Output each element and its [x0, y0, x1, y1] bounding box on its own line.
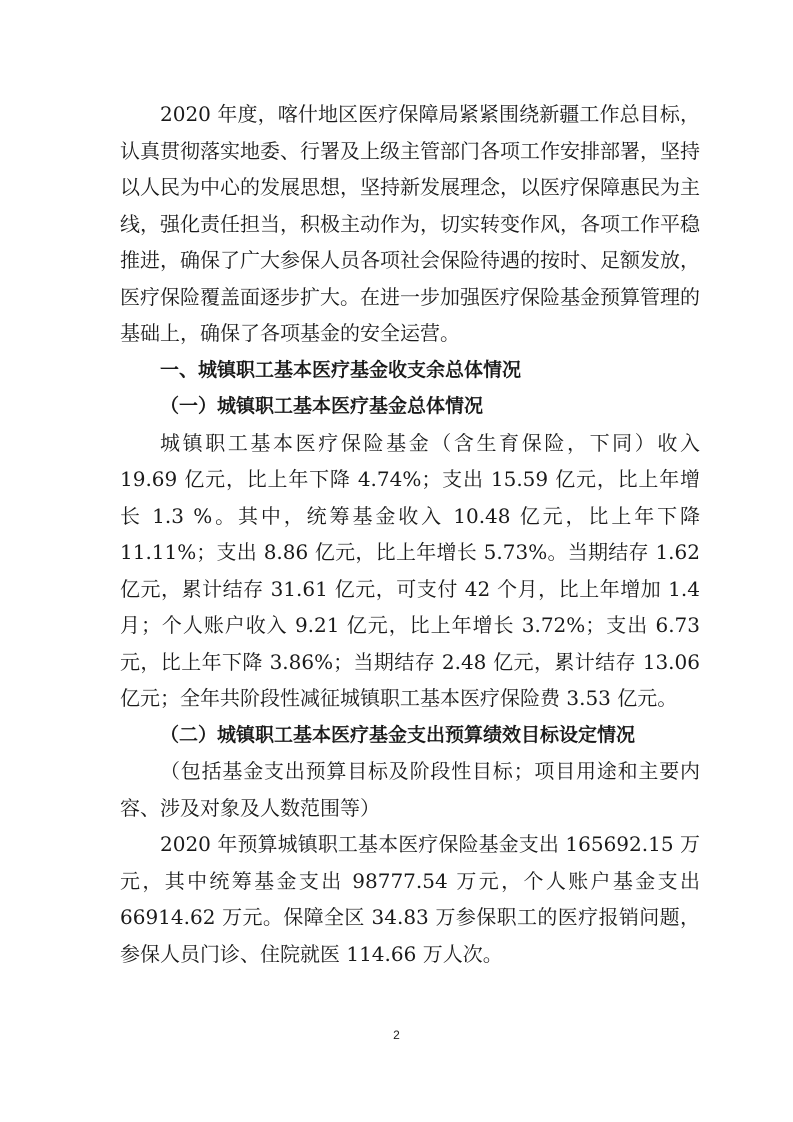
section-heading-1: 一、城镇职工基本医疗基金收支余总体情况	[160, 358, 522, 381]
intro-paragraph: 2020 年度，喀什地区医疗保障局紧紧围绕新疆工作总目标，认真贯彻落实地委、行署及上级主管部门各项工作安排部署，坚持以人民为中心的发展思想，坚持新发展理念，以医疗保障惠民为主线，强化责任担当，积极主动作为，切实转变作风，各项工作平稳推进，确保了广大参保人员各项社会保险待遇的按时、足额发放，医疗保险覆盖面逐步扩大。在进一步加强医疗保险基金预算管理的基础上，确保了各项基金的安全运营。	[120, 102, 700, 345]
scope-note-paragraph: （包括基金支出预算目标及阶段性目标；项目用途和主要内容、涉及对象及人数范围等）	[120, 759, 700, 820]
document-body	[120, 96, 700, 972]
page-number: 2	[393, 1028, 400, 1042]
subsection-heading-2: （二）城镇职工基本医疗基金支出预算绩效目标设定情况	[160, 723, 636, 746]
subsection-heading-1: （一）城镇职工基本医疗基金总体情况	[160, 395, 484, 417]
budget-paragraph: 2020 年预算城镇职工基本医疗保险基金支出 165692.15 万元，其中统筹基金支出 98777.54 万元，个人账户基金支出 66914.62 万元。保障全区 34.83 万参保职工的医疗报销问题，参保人员门诊、住院就医 114.66 万人次。	[120, 832, 700, 966]
overall-situation-paragraph: 城镇职工基本医疗保险基金（含生育保险，下同）收入 19.69 亿元，比上年下降 4.74%；支出 15.59 亿元，比上年增长 1.3 %。其中，统筹基金收入 10.48 亿元，比上年下降 11.11%；支出 8.86 亿元，比上年增长 5.73%。当期结存 1.62 亿元，累计结存 31.61 亿元，可支付 42 个月，比上年增加 1.4 月；个人账户收入 9.21 亿元，比上年增长 3.72%；支出 6.73 元，比上年下降 3.86%；当期结存 2.48 亿元，累计结存 13.06 亿元；全年共阶段性减征城镇职工基本医疗保险费 3.53 亿元。	[120, 430, 700, 710]
